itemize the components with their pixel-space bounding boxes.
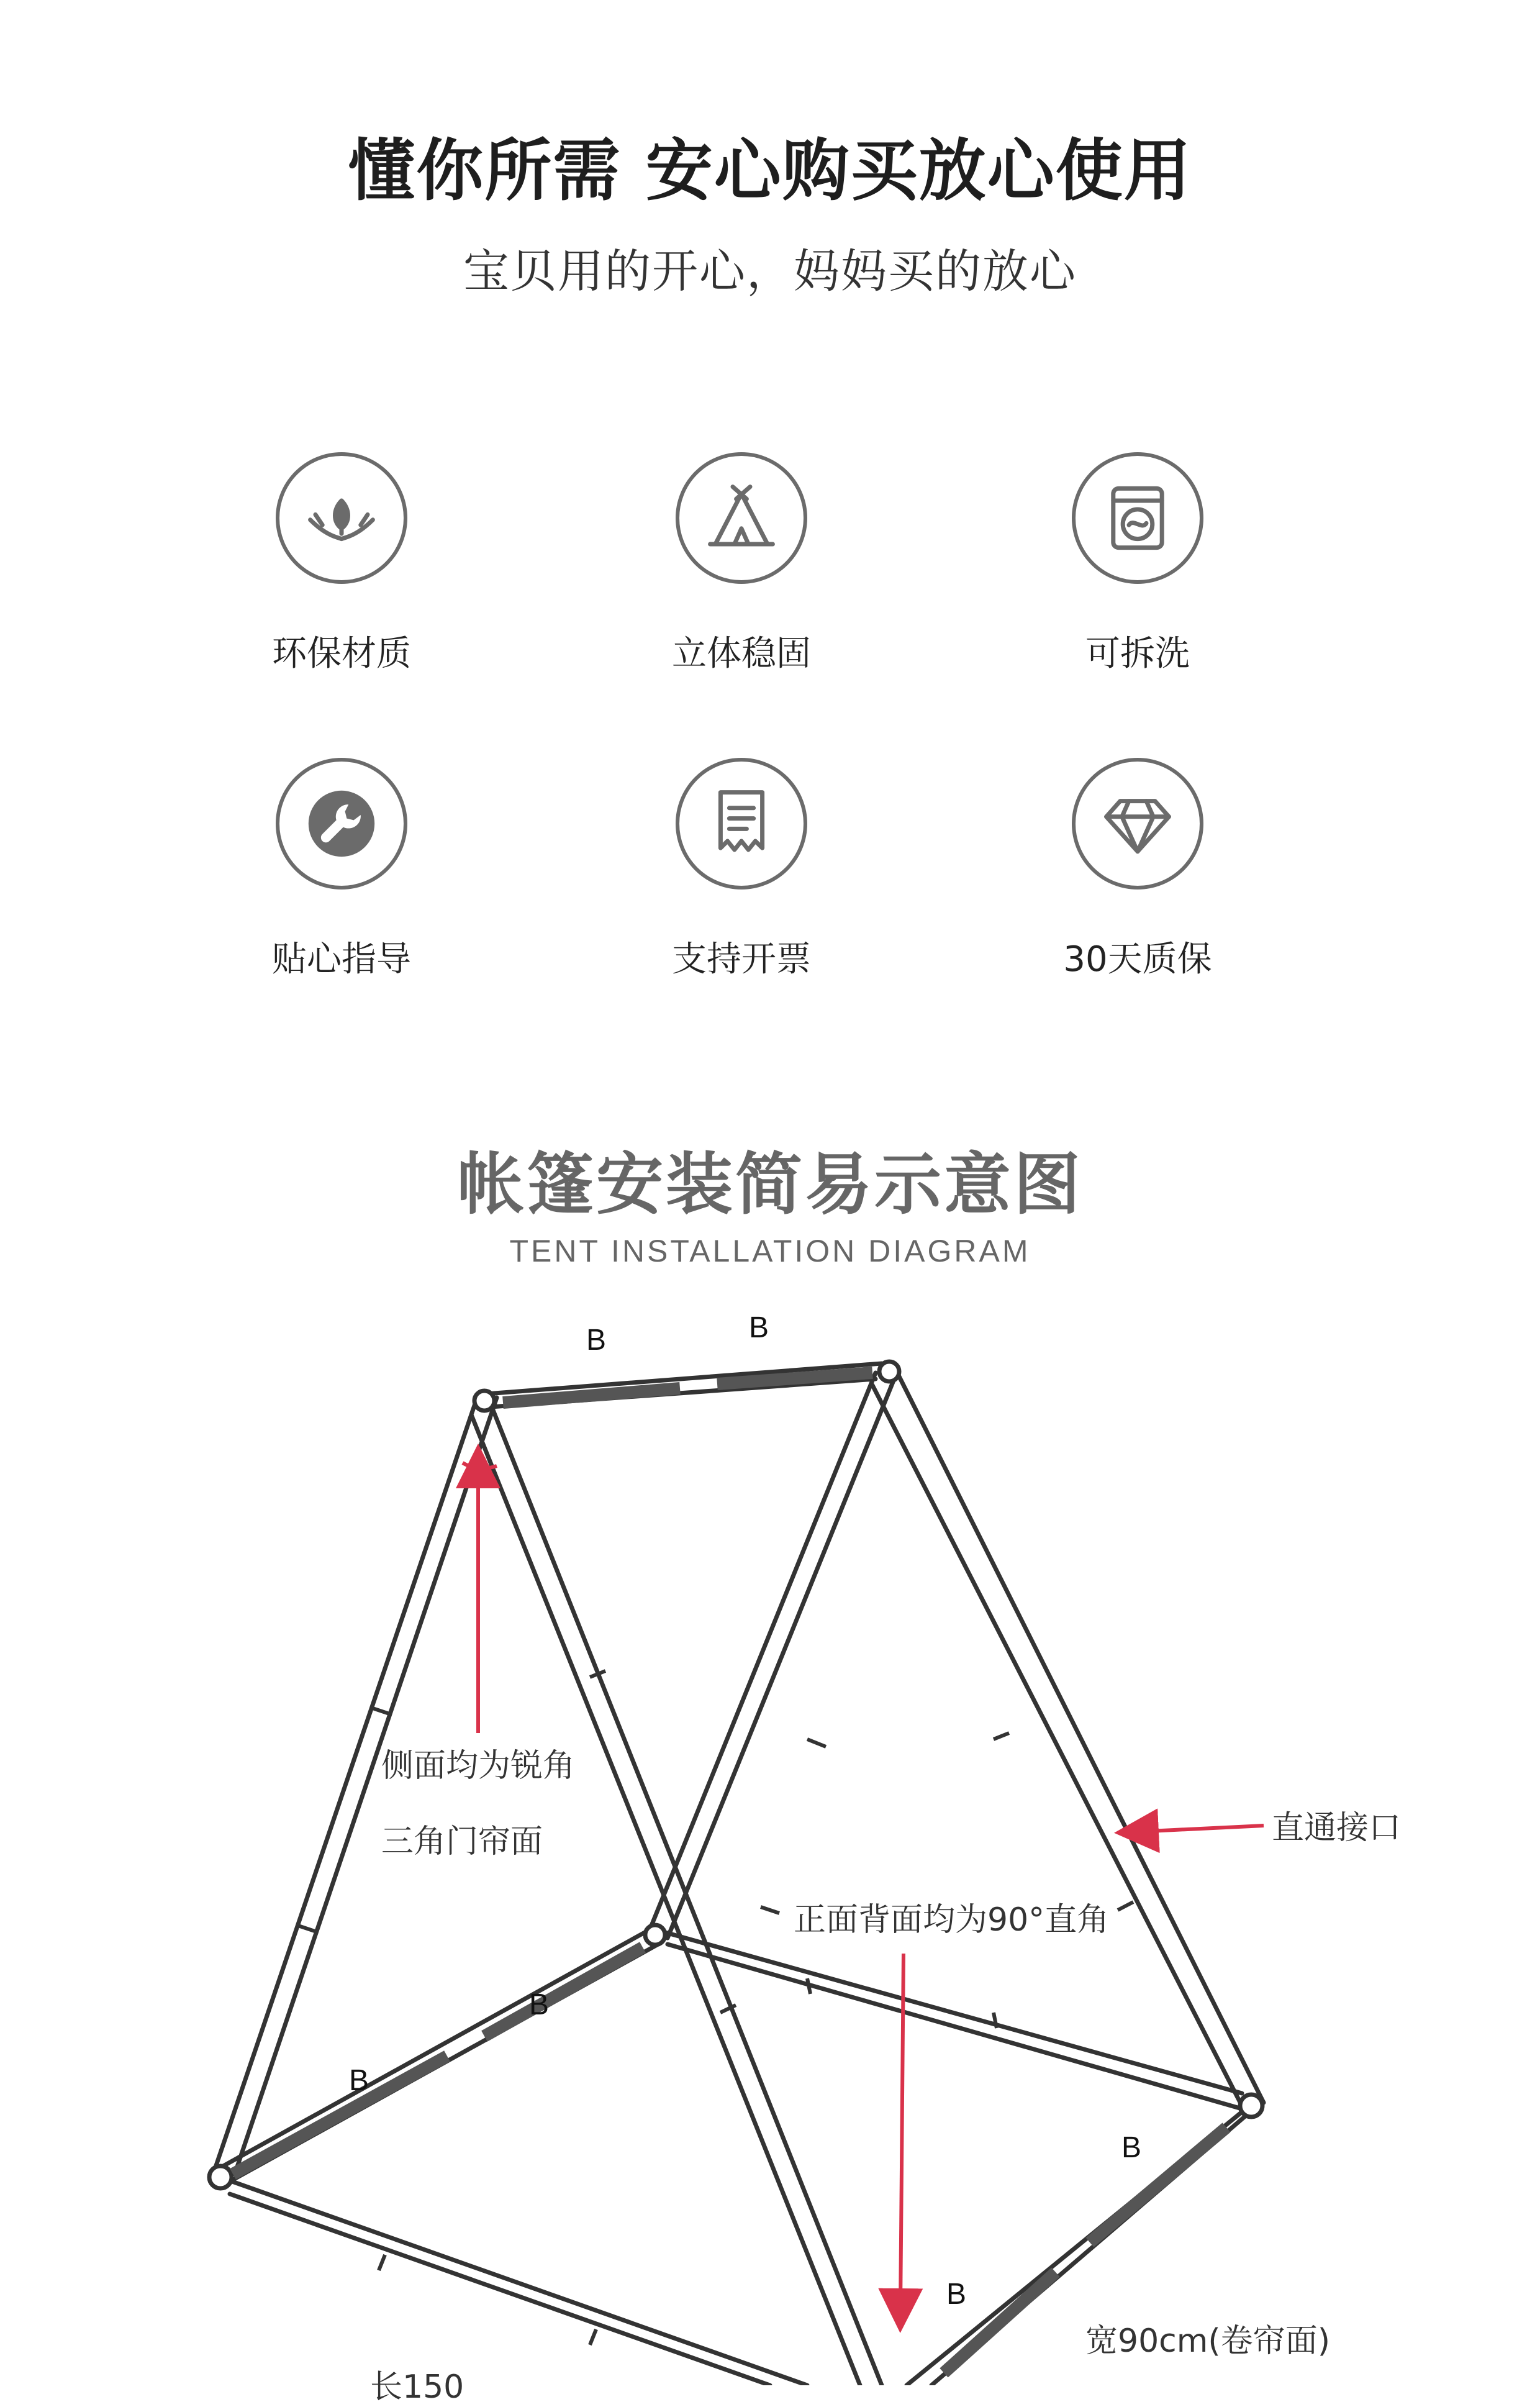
base-right-rail xyxy=(652,1929,1242,2093)
base-left-rail xyxy=(211,2174,807,2385)
feature-label: 立体稳固 xyxy=(672,634,811,674)
washing-machine-icon xyxy=(1072,452,1203,584)
hero-title: 懂你所需 安心购买放心使用 xyxy=(348,132,1192,210)
feature-guidance xyxy=(205,758,478,981)
joint-bar xyxy=(1090,2127,1226,2242)
joint-bar xyxy=(233,2056,447,2174)
pipe-label-b: B xyxy=(586,1324,607,1357)
joint-bar xyxy=(484,1947,643,2036)
pipe-label-b: B xyxy=(349,2064,369,2097)
pole-right-back xyxy=(894,1367,1264,2103)
invoice-receipt-icon xyxy=(676,758,807,890)
wrench-icon xyxy=(276,758,407,890)
base-front-rail xyxy=(214,1932,646,2171)
teepee-tent-icon xyxy=(676,452,807,584)
feature-warranty xyxy=(1001,758,1274,981)
pole-right-front xyxy=(649,1373,876,1932)
diagram-subtitle: TENT INSTALLATION DIAGRAM xyxy=(509,1234,1031,1268)
diagram-title: 帐篷安装简易示意图 xyxy=(456,1146,1083,1224)
acute-angle-note-1: 侧面均为锐角 xyxy=(381,1747,576,1785)
feature-label: 支持开票 xyxy=(672,939,811,980)
pipe-label-b: B xyxy=(529,1988,550,2021)
pipe-label-b: B xyxy=(946,2278,967,2311)
feature-invoice xyxy=(605,758,878,981)
connector-arrow xyxy=(1136,1826,1264,1832)
diamond-icon xyxy=(1072,758,1203,890)
right-angle-note: 正面背面均为90°直角 xyxy=(794,1901,1110,1939)
pipe-label-b: B xyxy=(1121,2131,1142,2164)
feature-stable xyxy=(605,452,878,676)
hero-subtitle: 宝贝用的开心，妈妈买的放心 xyxy=(463,245,1077,298)
acute-angle-note-2: 三角门帘面 xyxy=(381,1823,543,1860)
right-angle-arrow xyxy=(900,1954,904,2311)
feature-label: 30天质保 xyxy=(1063,939,1212,980)
eco-leaf-hands-icon xyxy=(276,452,407,584)
feature-label: 贴心指导 xyxy=(272,939,411,980)
feature-label: 环保材质 xyxy=(272,634,411,674)
feature-eco-material xyxy=(205,452,478,676)
pipe-label-b: B xyxy=(749,1311,769,1344)
feature-label: 可拆洗 xyxy=(1085,634,1190,674)
straight-connector-note: 直通接口 xyxy=(1272,1809,1402,1847)
width-note: 宽90cm(卷帘面) xyxy=(1085,2323,1330,2360)
length-note: 长150 xyxy=(370,2368,464,2406)
feature-washable xyxy=(1001,452,1274,676)
